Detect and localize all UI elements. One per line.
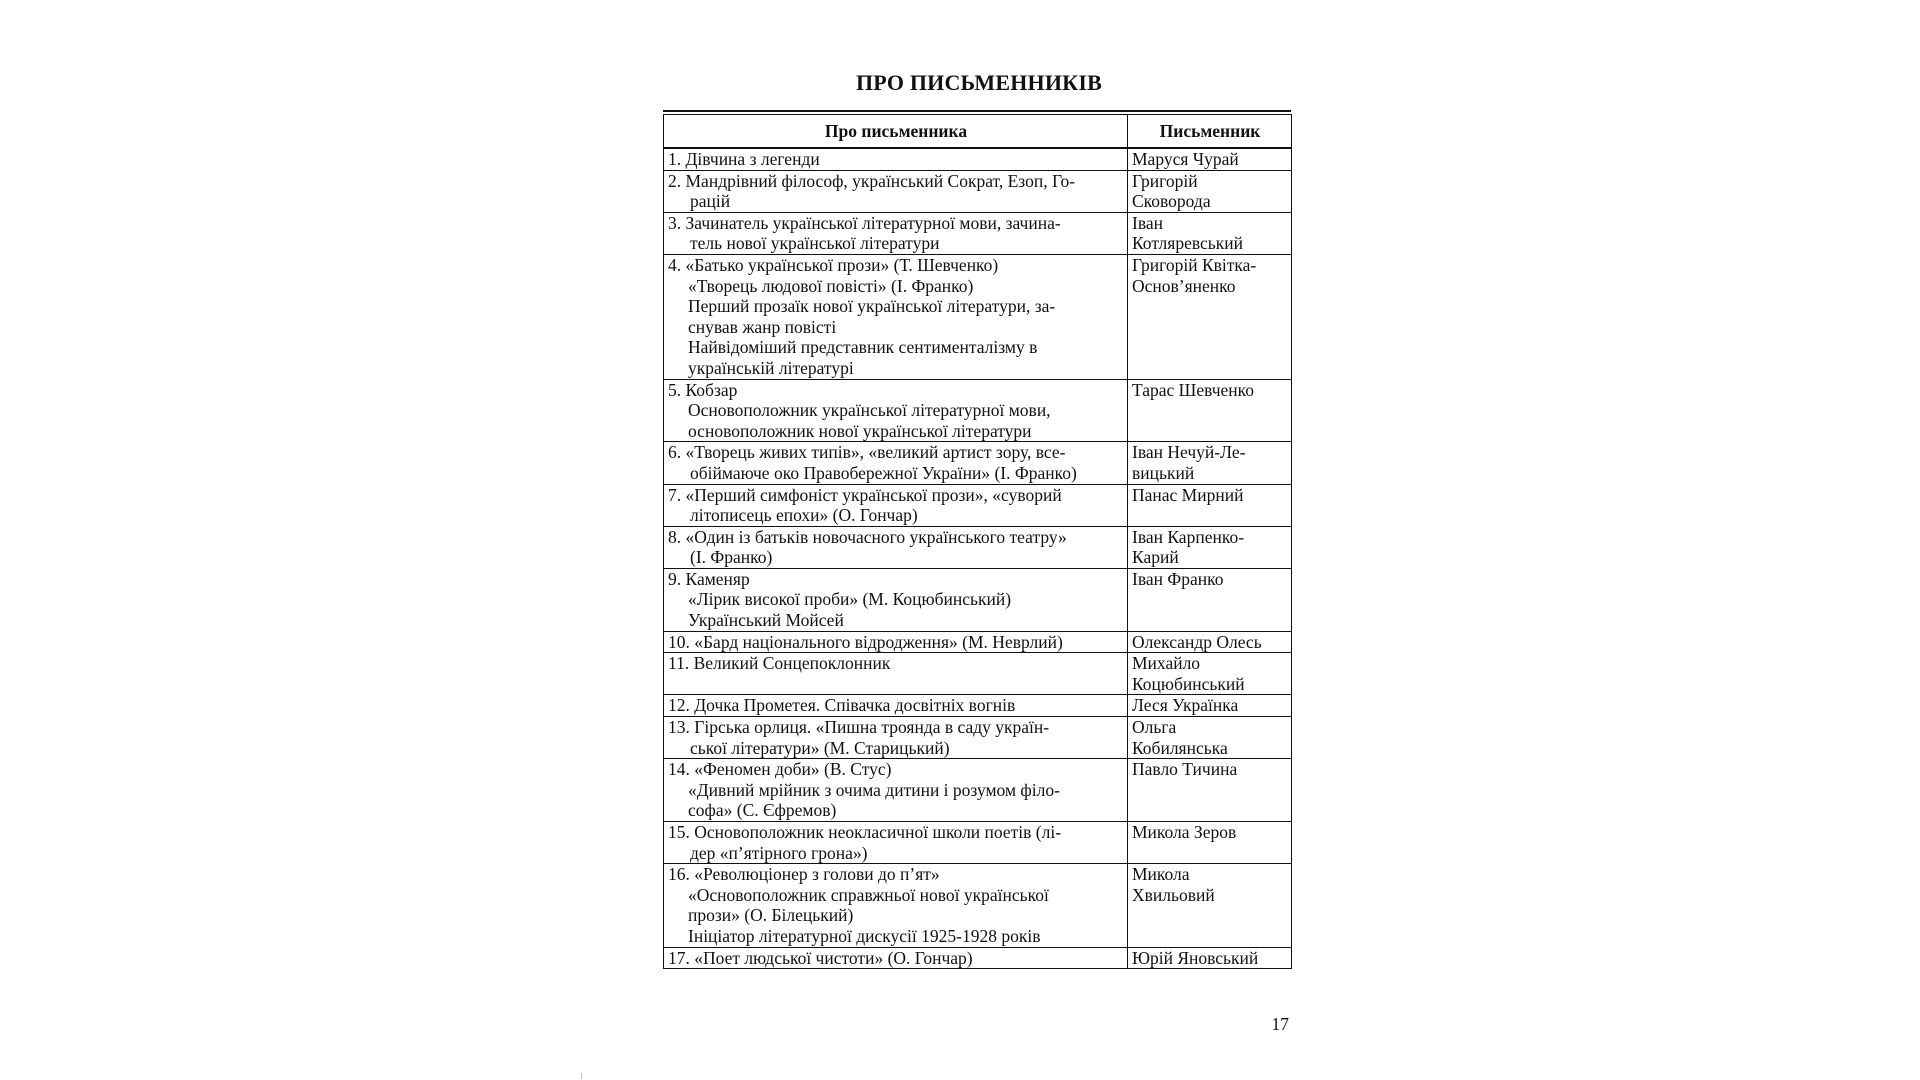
table-row [664,170,1292,212]
about-writer-line: 3. Зачинатель української літературної мови, зачина- [668,212,1061,233]
writer-name-cell [1128,254,1292,379]
about-writer-line: Основоположник української літературної мови, [688,400,1051,421]
about-writer-line: Ініціатор літературної дискусії 1925-1928 років [688,925,1041,946]
table-row [664,148,1292,170]
table-row [664,822,1292,864]
writer-name-cell [1128,484,1292,526]
header-writer: Письменник [1128,115,1292,149]
about-writer-line: ської літератури» (М. Старицький) [690,737,950,758]
writer-name-line: Павло Тичина [1132,759,1238,780]
about-writer-line: дер «п’ятірного грона») [690,842,868,863]
writer-name-line: Микола [1132,864,1190,885]
about-writer-line: «Дивний мрійник з очима дитини і розумом філо- [688,779,1060,800]
writer-name-cell [1128,442,1292,484]
about-writer-cell [664,148,1128,170]
writer-name-line: Коцюбинський [1132,673,1245,694]
about-writer-line: 16. «Революціонер з голови до п’ят» [668,864,940,885]
about-writer-cell [664,379,1128,442]
table-row [664,947,1292,969]
about-writer-cell [664,442,1128,484]
table-row [664,695,1292,717]
about-writer-line: 7. «Перший симфоніст української прози», «суворий [668,484,1062,505]
writer-name-line: Григорій [1132,170,1198,191]
writer-name-line: Котляревський [1132,233,1243,254]
about-writer-line: «Основоположник справжньої нової української [688,884,1049,905]
about-writer-line: 1. Дівчина з легенди [668,149,820,169]
writer-name-line: Основ’яненко [1132,275,1236,296]
table-row [664,864,1292,947]
about-writer-cell [664,947,1128,969]
about-writer-line: 4. «Батько української прози» (Т. Шевченко) [668,254,999,275]
about-writer-cell [664,717,1128,759]
about-writer-cell [664,526,1128,568]
table-row [664,717,1292,759]
table-body [664,148,1292,969]
writer-name-line: вицький [1132,462,1195,483]
about-writer-line: 8. «Один із батьків новочасного українського театру» [668,526,1067,547]
writer-name-line: Карий [1132,547,1179,568]
writer-name-line: Ольга [1132,717,1177,738]
writer-name-line: Сковорода [1132,191,1211,212]
page-title: ПРО ПИСЬМЕННИКІВ [856,70,1102,95]
about-writer-line: 14. «Феномен доби» (В. Стус) [668,759,892,780]
writers-table [663,114,1292,969]
about-writer-line: (І. Франко) [690,547,773,568]
about-writer-cell [664,568,1128,631]
writer-name-cell [1128,148,1292,170]
table-row [664,631,1292,653]
about-writer-line: прози» (О. Білецький) [688,905,854,926]
writer-name-line: Іван [1132,212,1163,233]
writers-table-container [663,110,1291,969]
table-row [664,254,1292,379]
writer-name-line: Панас Мирний [1132,484,1244,505]
scan-artifact [581,1073,582,1079]
about-writer-cell [664,822,1128,864]
writer-name-cell [1128,631,1292,653]
writer-name-line: Іван Франко [1132,568,1224,589]
writer-name-cell [1128,759,1292,822]
about-writer-line: 6. «Творець живих типів», «великий артист зору, все- [668,442,1066,463]
writer-name-line: Григорій Квітка- [1132,254,1257,275]
writer-name-line: Юрій Яновський [1132,947,1259,968]
table-row [664,484,1292,526]
about-writer-cell [664,254,1128,379]
writer-name-line: Іван Нечуй-Ле- [1132,442,1246,463]
header-about-writer: Про письменника [664,115,1128,149]
table-row [664,212,1292,254]
writer-name-cell [1128,379,1292,442]
table-row [664,759,1292,822]
table-header-row [664,115,1292,149]
writer-name-line: Олександр Олесь [1132,631,1262,652]
writer-name-line: Маруся Чурай [1132,149,1239,169]
writer-name-cell [1128,653,1292,695]
about-writer-line: Найвідоміший представник сентименталізму в [688,337,1038,358]
writer-name-line: Микола Зеров [1132,822,1237,842]
about-writer-line: 10. «Бард національного відродження» (М. Неврлий) [668,631,1063,652]
about-writer-line: літописець епохи» (О. Гончар) [690,505,918,526]
table-row [664,653,1292,695]
writer-name-cell [1128,717,1292,759]
about-writer-line: 15. Основоположник неокласичної школи поетів (лі- [668,822,1062,842]
about-writer-line: «Лірик високої проби» (М. Коцюбинський) [688,589,1012,610]
about-writer-line: 2. Мандрівний філософ, український Сократ, Езоп, Го- [668,170,1076,191]
writer-name-line: Леся Українка [1132,695,1239,716]
writer-name-line: Кобилянська [1132,737,1228,758]
writer-name-cell [1128,568,1292,631]
about-writer-line: 5. Кобзар [668,379,738,400]
about-writer-line: 11. Великий Сонцепоклонник [668,653,891,674]
writer-name-line: Михайло [1132,653,1201,674]
table-row [664,568,1292,631]
about-writer-line: 17. «Поет людської чистоти» (О. Гончар) [668,947,973,968]
about-writer-line: софа» (С. Єфремов) [688,800,837,821]
writer-name-cell [1128,864,1292,947]
about-writer-line: «Творець людової повісті» (І. Франко) [688,275,974,296]
about-writer-cell [664,653,1128,695]
table-row [664,526,1292,568]
about-writer-line: 9. Каменяр [668,568,750,589]
about-writer-line: Перший прозаїк нової української літератури, за- [688,296,1056,317]
writer-name-cell [1128,695,1292,717]
table-row [664,442,1292,484]
writer-name-cell [1128,822,1292,864]
writer-name-cell [1128,170,1292,212]
writer-name-cell [1128,212,1292,254]
about-writer-cell [664,695,1128,717]
about-writer-line: рацій [690,191,731,212]
about-writer-line: снував жанр повісті [688,316,837,337]
about-writer-line: тель нової української літератури [690,233,940,254]
about-writer-line: основоположник нової української літератури [688,420,1032,441]
about-writer-cell [664,864,1128,947]
about-writer-cell [664,212,1128,254]
about-writer-line: обіймаюче око Правобережної України» (І. Франко) [690,462,1077,483]
writer-name-cell [1128,947,1292,969]
page-number: 17 [1271,1014,1289,1034]
about-writer-line: українській літературі [688,357,854,378]
about-writer-cell [664,170,1128,212]
writer-name-line: Хвильовий [1132,884,1215,905]
writer-name-line: Тарас Шевченко [1132,379,1254,400]
about-writer-cell [664,631,1128,653]
about-writer-line: 12. Дочка Прометея. Співачка досвітніх вогнів [668,695,1016,716]
about-writer-line: 13. Гірська орлиця. «Пишна троянда в саду україн- [668,717,1050,738]
about-writer-line: Український Мойсей [688,610,844,631]
table-row [664,379,1292,442]
writer-name-cell [1128,526,1292,568]
about-writer-cell [664,759,1128,822]
about-writer-cell [664,484,1128,526]
writer-name-line: Іван Карпенко- [1132,526,1245,547]
